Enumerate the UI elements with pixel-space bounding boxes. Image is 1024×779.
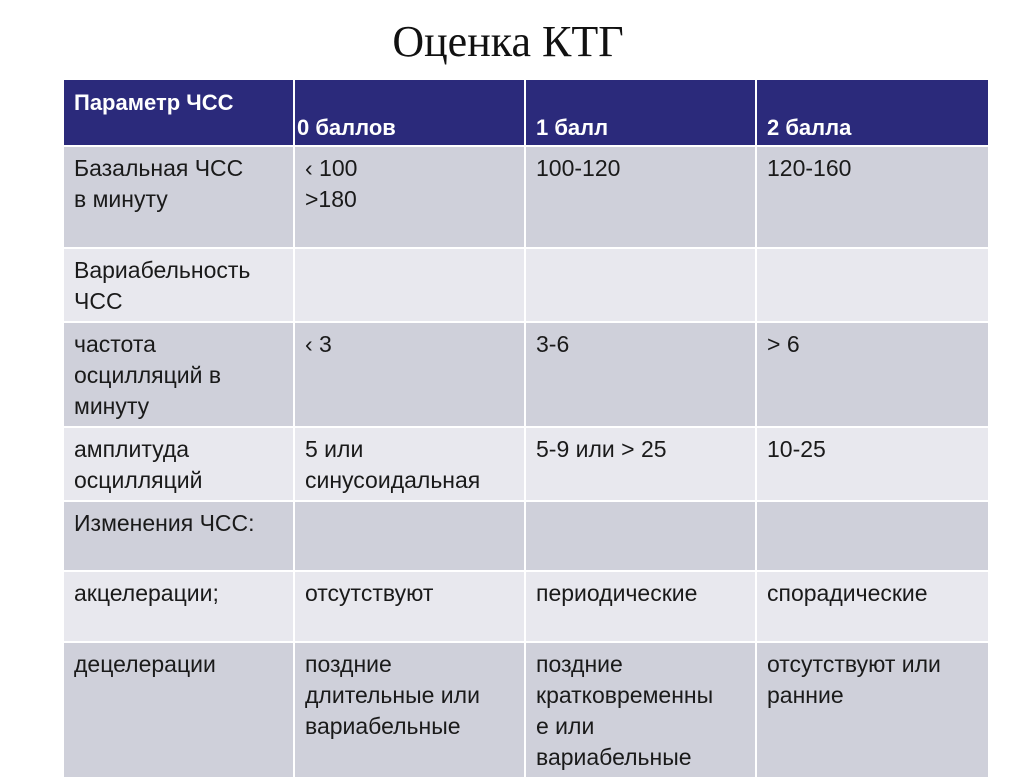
row-score-1 — [525, 248, 756, 322]
row-score-1: периодические — [525, 571, 756, 642]
row-score-1: 100-120 — [525, 146, 756, 248]
row-score-0 — [294, 501, 525, 571]
table-row — [63, 248, 989, 322]
header-1-point: 1 балл — [525, 79, 756, 146]
row-score-2 — [756, 501, 989, 571]
row-score-0: ‹ 100 >180 — [294, 146, 525, 248]
table-row — [63, 146, 989, 248]
table-header-row — [63, 79, 989, 146]
row-score-0: ‹ 3 — [294, 322, 525, 427]
row-parameter: амплитуда осцилляций — [63, 427, 294, 501]
row-score-2: спорадические — [756, 571, 989, 642]
table-row — [63, 322, 989, 427]
row-score-2: > 6 — [756, 322, 989, 427]
table-row — [63, 427, 989, 501]
row-score-2 — [756, 248, 989, 322]
header-parameter: Параметр ЧСС — [63, 79, 294, 146]
row-parameter: акцелерации; — [63, 571, 294, 642]
row-parameter: частота осцилляций в минуту — [63, 322, 294, 427]
page-title: Оценка КТГ — [392, 17, 624, 66]
table-row — [63, 501, 989, 571]
header-0-points: 0 баллов — [294, 79, 525, 146]
row-parameter: децелерации — [63, 642, 294, 778]
row-score-2: 10-25 — [756, 427, 989, 501]
row-score-0 — [294, 248, 525, 322]
row-score-0: поздние длительные или вариабельные — [294, 642, 525, 778]
header-2-points: 2 балла — [756, 79, 989, 146]
row-score-0: отсутствуют — [294, 571, 525, 642]
ktg-score-table — [62, 78, 990, 779]
row-score-1: 5-9 или > 25 — [525, 427, 756, 501]
row-score-1 — [525, 501, 756, 571]
row-score-1: поздние кратковременны е или вариабельные — [525, 642, 756, 778]
table-row — [63, 642, 989, 778]
row-score-0: 5 или синусоидальная — [294, 427, 525, 501]
row-score-2: 120-160 — [756, 146, 989, 248]
row-parameter: Изменения ЧСС: — [63, 501, 294, 571]
row-score-1: 3-6 — [525, 322, 756, 427]
table-row — [63, 571, 989, 642]
row-score-2: отсутствуют или ранние — [756, 642, 989, 778]
row-parameter: Вариабельность ЧСС — [63, 248, 294, 322]
row-parameter: Базальная ЧСС в минуту — [63, 146, 294, 248]
